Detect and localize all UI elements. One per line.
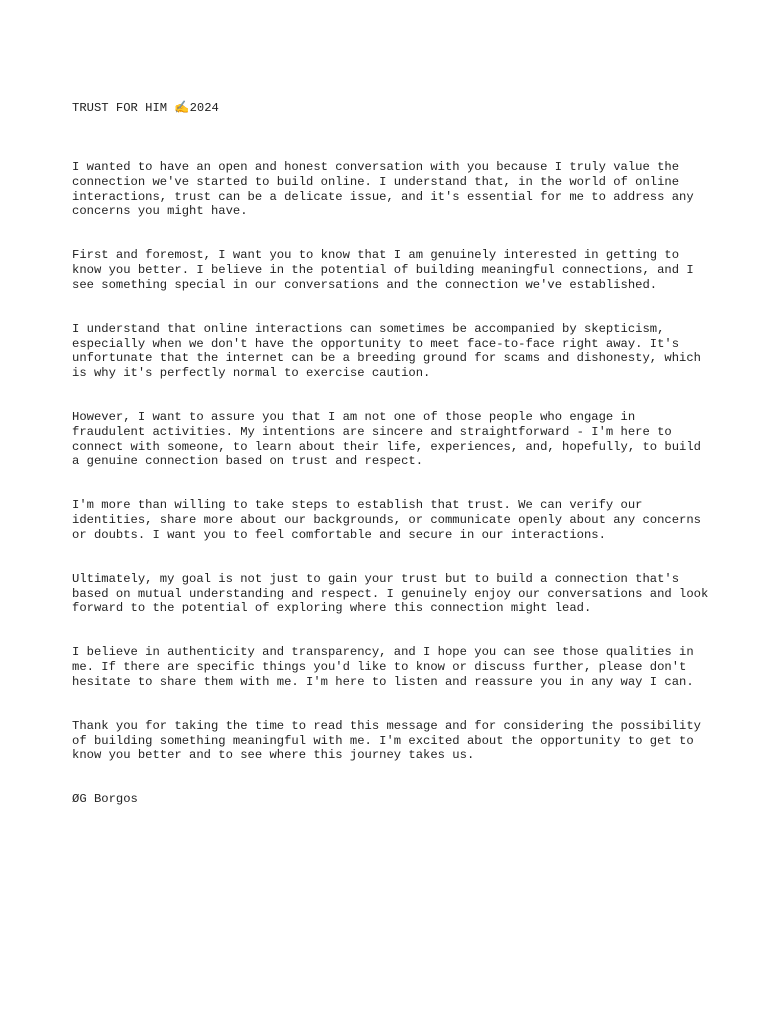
document-title: TRUST FOR HIM ✍️2024: [72, 101, 219, 116]
paragraph-4: However, I want to assure you that I am not one of those people who engage in fraudulent activities. My intentions are sincere and straightforward - I'm here to connect with someone, to learn about their life, experiences, and, hopefully, to build a genuine connection based on trust and respect.: [72, 410, 709, 469]
paragraph-6: Ultimately, my goal is not just to gain your trust but to build a connection that's based on mutual understanding and respect. I genuinely enjoy our conversations and look forward to the potential of exploring where this connection might lead.: [72, 571, 716, 616]
paragraph-7: I believe in authenticity and transparency, and I hope you can see those qualities in me. If there are specific things you'd like to know or discuss further, please don't hesitate to share them with me. I'm here to listen and reassure you in any way I can.: [72, 645, 701, 689]
paragraph-5: I'm more than willing to take steps to establish that trust. We can verify our identities, share more about our backgrounds, or communicate openly about any concerns or doubts. I want you to feel comfortable and secure in our interactions.: [72, 498, 709, 542]
paragraph-3: I understand that online interactions can sometimes be accompanied by skepticism, especially when we don't have the opportunity to meet face-to-face right away. It's unfortunate that the internet can be a breeding ground for scams and dishonesty, which is why it's perfectly normal to exercise caution.: [72, 321, 709, 381]
paragraph-8: Thank you for taking the time to read this message and for considering the possibility of building something meaningful with me. I'm excited about the opportunity to get to know you better and to see where this journey takes us.: [72, 718, 709, 763]
signature: ØG Borgos: [72, 792, 138, 807]
document-page: [72, 72, 716, 822]
paragraph-1: I wanted to have an open and honest conversation with you because I truly value the connection we've started to build online. I understand that, in the world of online interactions, trust can be a delicate issue, and it's essential for me to address any concerns you might have.: [72, 160, 701, 219]
paragraph-2: First and foremost, I want you to know that I am genuinely interested in getting to know you better. I believe in the potential of building meaningful connections, and I see something special in our conversations and the connection we've established.: [72, 248, 701, 292]
